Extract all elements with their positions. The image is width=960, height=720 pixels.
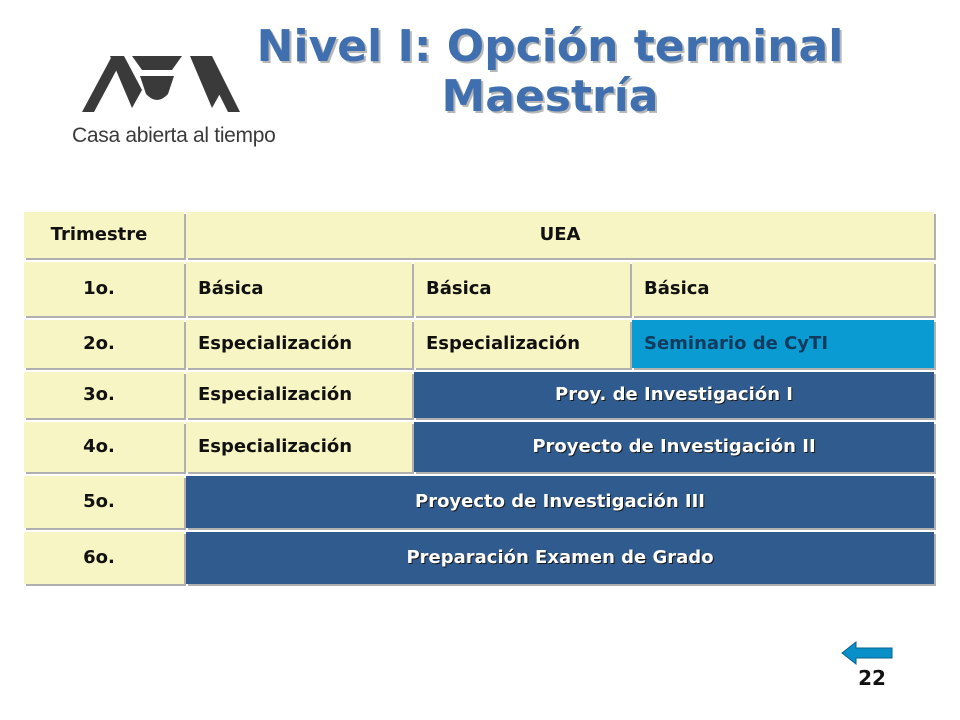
row-6-label: 6o. (24, 532, 184, 584)
row-5-label: 5o. (24, 476, 184, 528)
row-2-cell-3: Seminario de CyTI (632, 320, 934, 368)
row-1-label: 1o. (24, 262, 184, 316)
logo-tagline: Casa abierta al tiempo (72, 124, 276, 147)
row-2-cell-1: Especialización (186, 320, 412, 368)
header-uea: UEA (186, 212, 934, 258)
row-3-label: 3o. (24, 372, 184, 418)
title-line-2: Maestría (441, 71, 659, 122)
header-trimestre: Trimestre (24, 212, 184, 258)
row-1-cell-3: Básica (632, 262, 934, 316)
row-5-cell-1: Proyecto de Investigación III (186, 476, 934, 528)
row-6-cell-1: Preparación Examen de Grado (186, 532, 934, 584)
row-1-cell-2: Básica (414, 262, 630, 316)
row-2-label: 2o. (24, 320, 184, 368)
page-title (230, 22, 870, 122)
row-3-cell-1: Especialización (186, 372, 412, 418)
row-4-cell-2: Proyecto de Investigación II (414, 422, 934, 472)
title-line-1: Nivel I: Opción terminal (256, 21, 844, 72)
row-1-cell-1: Básica (186, 262, 412, 316)
row-3-cell-2: Proy. de Investigación I (414, 372, 934, 418)
row-2-cell-2: Especialización (414, 320, 630, 368)
row-4-label: 4o. (24, 422, 184, 472)
row-4-cell-1: Especialización (186, 422, 412, 472)
page-number: 22 (858, 666, 886, 690)
